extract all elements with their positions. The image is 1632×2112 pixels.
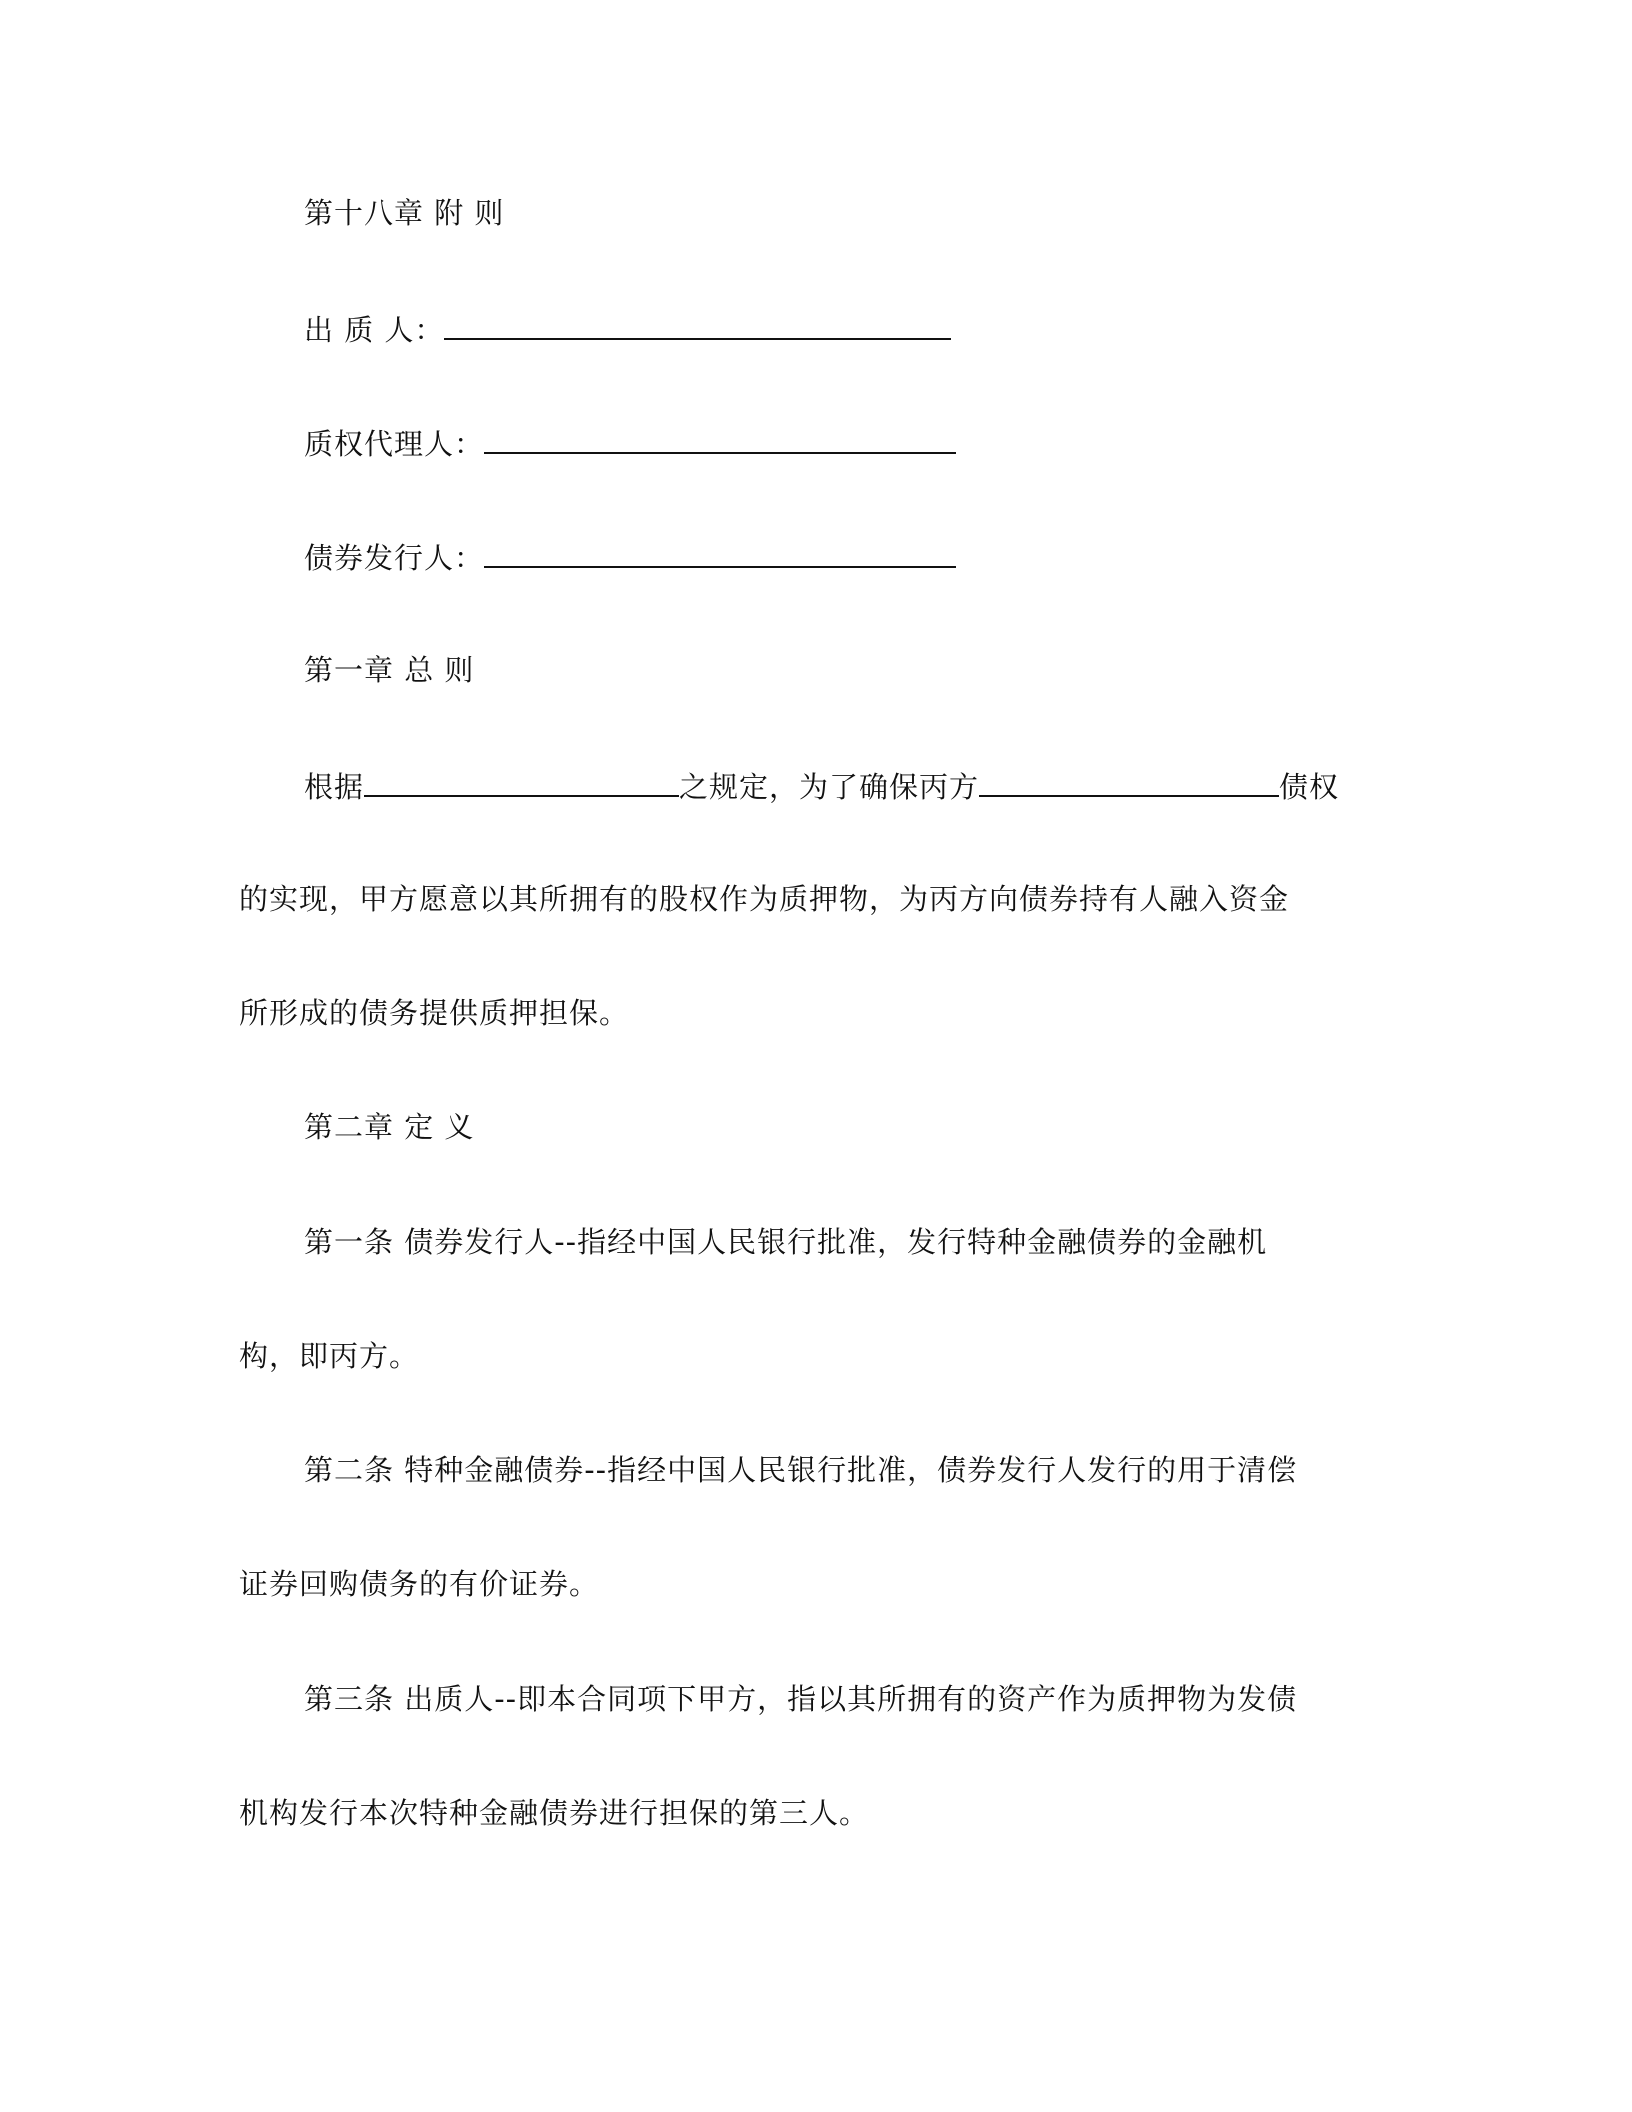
bond-issuer-signature-line (304, 536, 956, 578)
chapter-1-para-line-3: 所形成的债务提供质押担保。 (239, 996, 630, 1030)
bond-issuer-blank[interactable] (484, 536, 956, 568)
article-3-line-1: 第三条 出质人--即本合同项下甲方，指以其所拥有的资产作为质押物为发债 (304, 1682, 1298, 1716)
article-2-line-2: 证券回购债务的有价证券。 (239, 1567, 600, 1601)
pledgor-signature-line (304, 308, 951, 350)
article-2-line-1: 第二条 特种金融债券--指经中国人民银行批准，债券发行人发行的用于清偿 (304, 1453, 1298, 1487)
bond-issuer-label: 债券发行人： (304, 541, 485, 575)
para-text-a: 根据 (304, 770, 365, 804)
para-text-c: 债权 (1279, 770, 1340, 804)
chapter-2-heading: 第二章 定 义 (304, 1110, 475, 1144)
pledgee-agent-signature-line (304, 422, 956, 464)
article-1-line-2: 构，即丙方。 (239, 1339, 420, 1373)
chapter-1-para-line-2: 的实现，甲方愿意以其所拥有的股权作为质押物，为丙方向债券持有人融入资金 (239, 882, 1290, 916)
chapter-1-para-line-1 (304, 765, 1339, 807)
pledgor-blank[interactable] (444, 308, 951, 340)
pledgee-agent-label: 质权代理人： (304, 427, 485, 461)
chapter-1-heading: 第一章 总 则 (304, 653, 475, 687)
pledgee-agent-blank[interactable] (484, 422, 956, 454)
pledgor-label: 出 质 人： (304, 313, 445, 347)
article-1-line-1: 第一条 债券发行人--指经中国人民银行批准，发行特种金融债券的金融机 (304, 1225, 1268, 1259)
chapter-18-heading: 第十八章 附 则 (304, 196, 505, 230)
creditor-right-blank[interactable] (979, 765, 1279, 797)
regulation-blank[interactable] (364, 765, 679, 797)
article-3-line-2: 机构发行本次特种金融债券进行担保的第三人。 (239, 1796, 870, 1830)
para-text-b: 之规定，为了确保丙方 (679, 770, 980, 804)
